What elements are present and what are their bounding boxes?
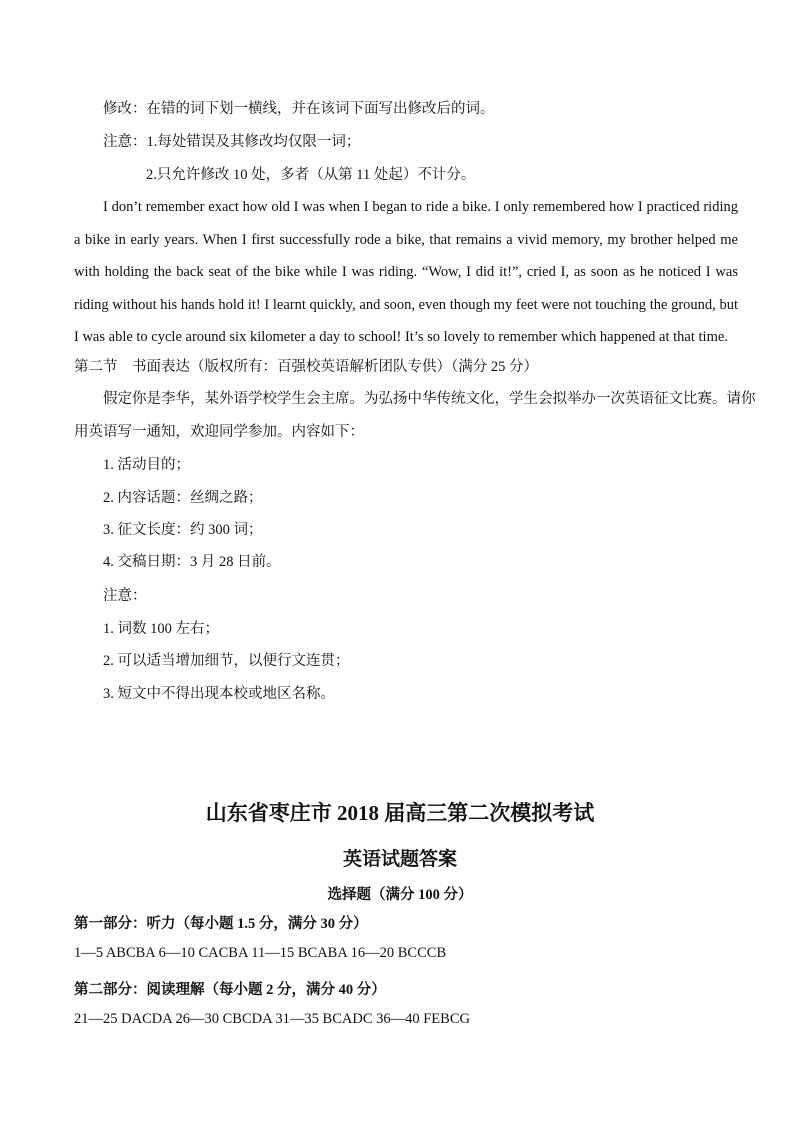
correction-note-2: 2.只允许修改 10 处，多者（从第 11 处起）不计分。 (146, 167, 476, 183)
writing-note-2: 2. 可以适当增加细节，以便行文连贯； (103, 653, 350, 669)
writing-note-3: 3. 短文中不得出现本校或地区名称。 (103, 686, 335, 702)
answers-title: 山东省枣庄市 2018 届高三第二次模拟考试 (205, 801, 595, 825)
answers-section: 选择题（满分 100 分） (327, 887, 473, 903)
writing-item-2: 2. 内容话题：丝绸之路； (103, 490, 263, 506)
correction-instruction: 修改：在错的词下划一横线，并在该词下面写出修改后的词。 (103, 101, 495, 117)
writing-item-3: 3. 征文长度：约 300 词； (103, 522, 263, 538)
writing-item-4: 4. 交稿日期：3 月 28 日前。 (103, 554, 281, 570)
part2-heading: 第二部分：阅读理解（每小题 2 分，满分 40 分） (74, 982, 386, 998)
answers-subtitle: 英语试题答案 (342, 849, 457, 870)
correction-passage-text: I don’t remember exact how old I was when I began to ride a bike. I only remembered how I practiced riding a bike in early years. When I first successfully rode a bike, that remains a vivid memory, my brother helped me with holding the back seat of the bike while I was riding. “Wow, I did it!”, cried I, as soon as he noticed I was riding without his hands hold it! I learnt quickly, and soon, even though my feet were not touching the ground, but I was able to cycle around six kilometer a day to school! It’s so lovely to remember which happened at that time. (74, 199, 738, 345)
writing-prompt-line-2: 用英语写一通知，欢迎同学参加。内容如下： (74, 424, 364, 440)
correction-passage (74, 191, 738, 354)
writing-note-1: 1. 词数 100 左右； (103, 621, 219, 637)
writing-notes-label: 注意： (103, 588, 147, 604)
part2-answers: 21—25 DACDA 26—30 CBCDA 31—35 BCADC 36—40 FEBCG (74, 1011, 470, 1027)
writing-item-1: 1. 活动目的； (103, 457, 190, 473)
part1-heading: 第一部分：听力（每小题 1.5 分，满分 30 分） (74, 916, 368, 932)
writing-prompt-line-1: 假定你是李华，某外语学校学生会主席。为弘扬中华传统文化，学生会拟举办一次英语征文比赛。请你 (103, 391, 756, 407)
writing-heading: 第二节 书面表达（版权所有：百强校英语解析团队专供）（满分 25 分） (74, 359, 538, 375)
correction-note-1: 注意：1.每处错误及其修改均仅限一词； (103, 134, 361, 150)
part1-answers: 1—5 ABCBA 6—10 CACBA 11—15 BCABA 16—20 BCCCB (74, 945, 447, 961)
